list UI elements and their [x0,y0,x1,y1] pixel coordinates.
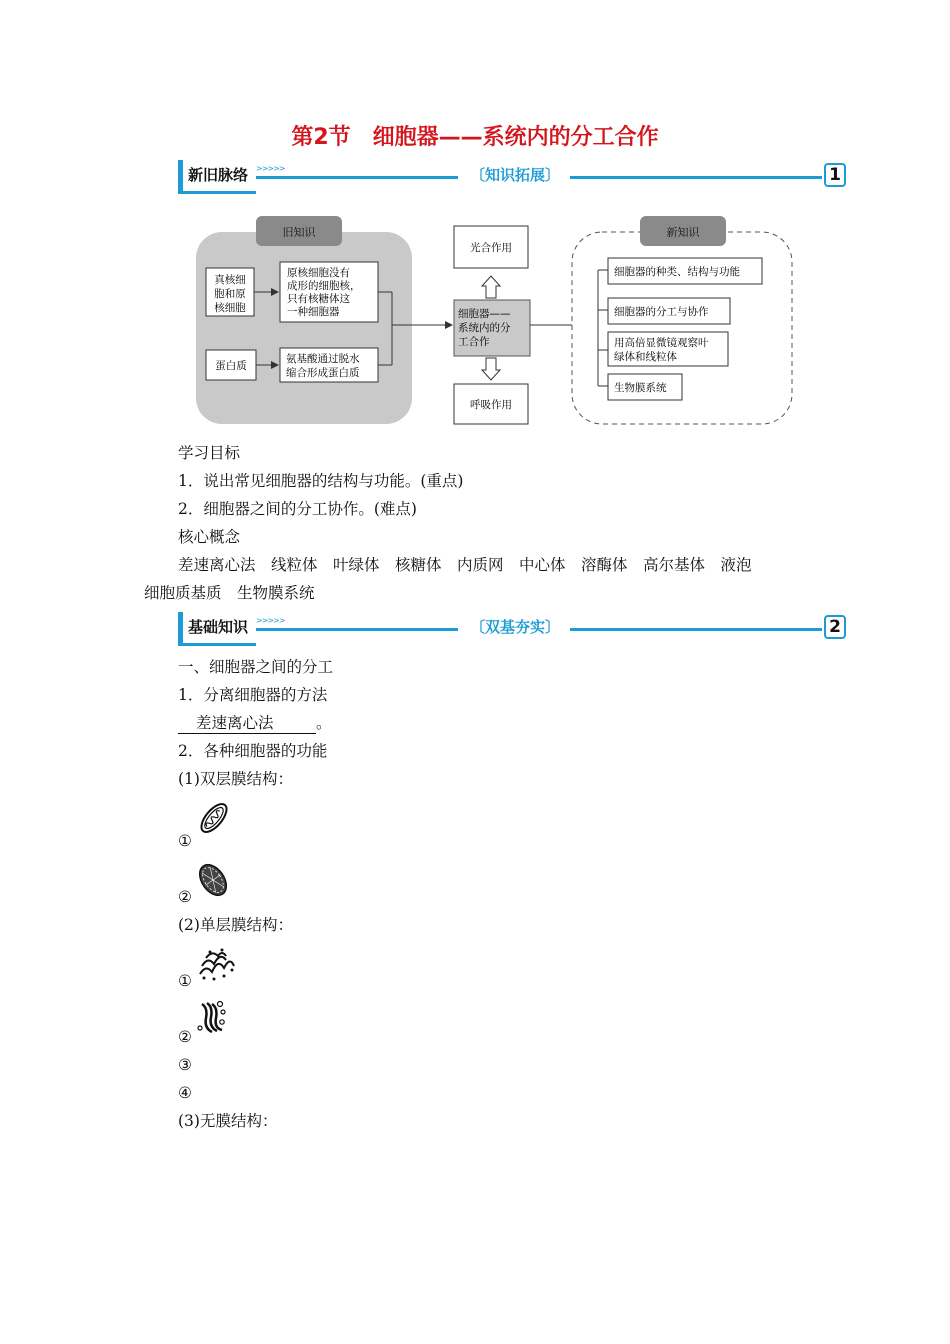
new-item-label: 绿体和线粒体 [614,351,677,363]
chloroplast-icon [196,860,230,900]
concepts-line: 差速离心法 线粒体 叶绿体 核糖体 内质网 中心体 溶酶体 高尔基体 液泡 [178,556,752,574]
old-knowledge-panel [196,232,412,424]
objectives-heading: 学习目标 [178,444,241,462]
item-marker: ③ [178,1056,192,1074]
center-line: 细胞器—— [458,308,511,320]
banner-middle: 〔双基夯实〕 [469,618,560,636]
mitochondrion-icon [194,796,234,840]
no-membrane-heading: (3)无膜结构： [178,1112,278,1130]
fill-blank-answer: 差速离心法 [178,713,316,734]
banner-line [256,176,458,179]
single-membrane-heading: (2)单层膜结构： [178,916,293,934]
respiration-label: 呼吸作用 [470,399,512,411]
banner-line [570,176,822,179]
eukaryote-line: 真核细 [214,274,246,286]
subsection-heading: 2．各种细胞器的功能 [178,742,328,760]
banner-line [256,628,458,631]
section-heading: 一、细胞器之间的分工 [178,658,334,676]
banner-line [570,628,822,631]
item-marker: ① [178,832,192,850]
new-item-label: 细胞器的种类、结构与功能 [614,266,740,278]
banner-number: 1 [824,163,846,187]
answer-period: 。 [316,714,332,732]
section-banner-2 [178,610,846,650]
protein-label: 蛋白质 [215,360,247,372]
concepts-line: 细胞质基质 生物膜系统 [144,584,315,602]
prokaryote-line: 一种细胞器 [287,306,340,318]
banner-tab: 基础知识 [178,612,256,646]
eukaryote-line: 核细胞 [214,302,246,314]
banner-middle: 〔知识拓展〕 [469,166,560,184]
down-arrow-icon [482,358,500,380]
double-membrane-heading: (1)双层膜结构： [178,770,293,788]
item-marker: ④ [178,1084,192,1102]
banner-arrows: >>>>> [256,616,285,625]
center-line: 工合作 [458,336,490,348]
knowledge-diagram [190,212,800,434]
banner-number: 2 [824,615,846,639]
page-title: 第2节 细胞器——系统内的分工合作 [291,125,659,150]
item-marker: ① [178,972,192,990]
prokaryote-line: 原核细胞没有 [287,267,350,279]
item-marker: ② [178,888,192,906]
objective-item: 1．说出常见细胞器的结构与功能。(重点) [178,472,464,490]
new-item-label: 用高倍显微镜观察叶 [614,337,709,349]
objective-item: 2．细胞器之间的分工协作。(难点) [178,500,417,518]
item-marker: ② [178,1028,192,1046]
amino-line: 缩合形成蛋白质 [286,367,360,379]
banner-tab: 新旧脉络 [178,160,256,194]
golgi-apparatus-icon [196,998,228,1036]
concepts-heading: 核心概念 [178,528,241,546]
new-item-label: 细胞器的分工与协作 [614,306,709,318]
subsection-heading: 1．分离细胞器的方法 [178,686,328,704]
center-line: 系统内的分 [458,322,511,334]
section-banner-1 [178,158,846,198]
eukaryote-line: 胞和原 [214,288,246,300]
prokaryote-line: 只有核糖体这 [287,293,350,305]
banner-arrows: >>>>> [256,164,285,173]
prokaryote-line: 成形的细胞核， [287,280,361,292]
up-arrow-icon [482,276,500,298]
new-knowledge-label: 新知识 [666,226,700,239]
endoplasmic-reticulum-icon [194,944,238,984]
old-knowledge-label: 旧知识 [282,226,316,239]
amino-line: 氨基酸通过脱水 [286,353,360,365]
new-item-label: 生物膜系统 [614,382,667,394]
photosynthesis-label: 光合作用 [470,242,512,254]
answer-line [178,713,332,734]
